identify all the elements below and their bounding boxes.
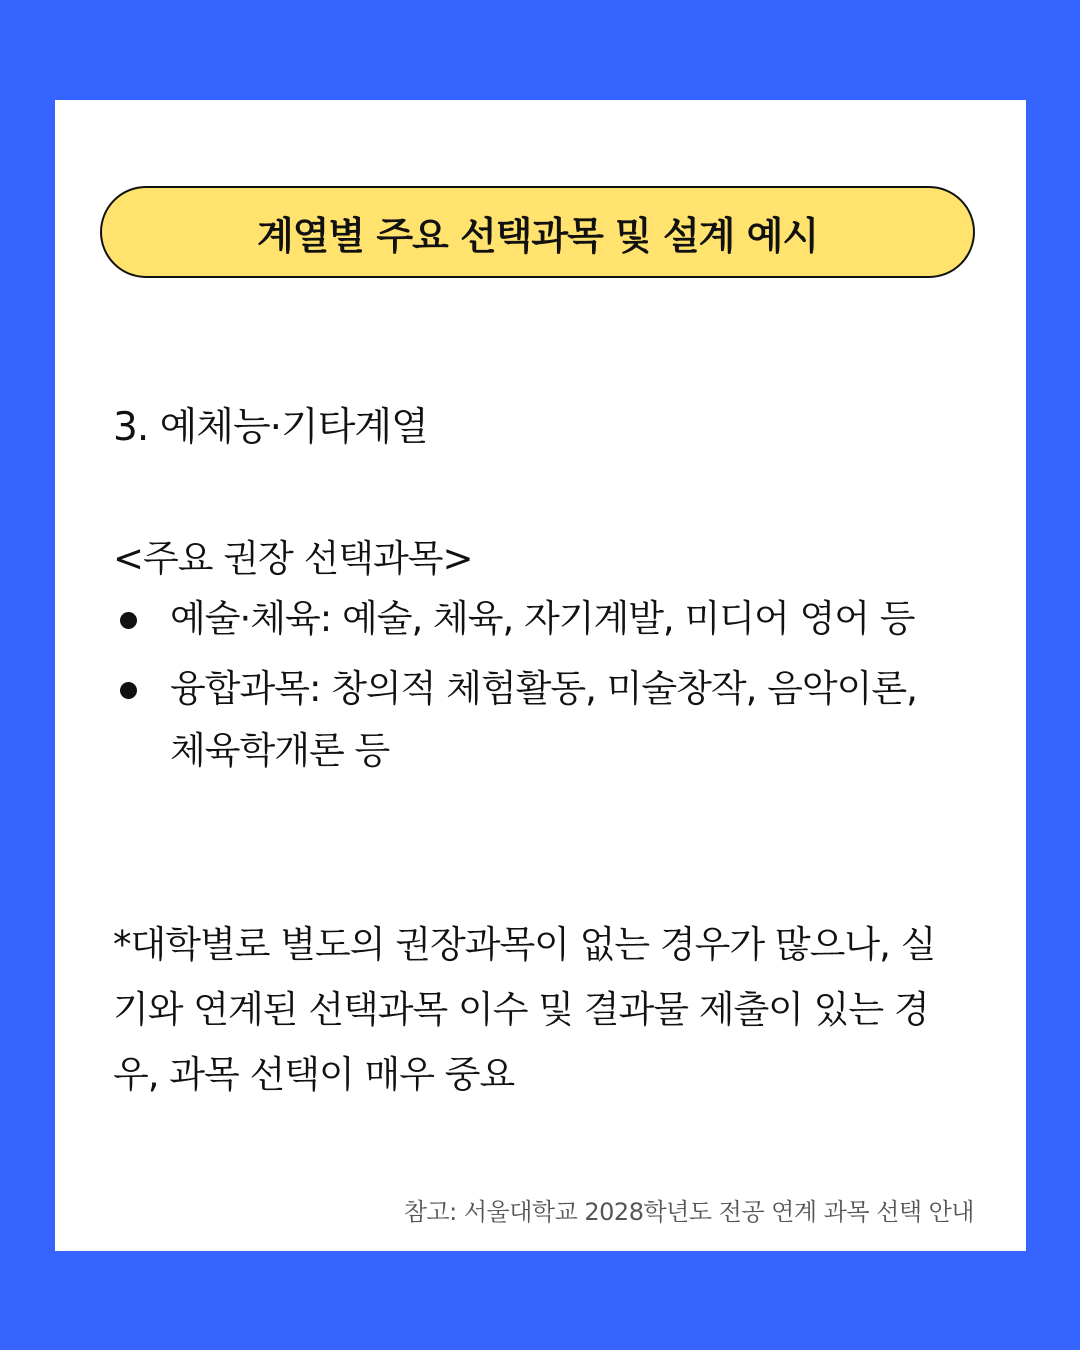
section-heading: 3. 예체능·기타계열 xyxy=(113,405,428,450)
recommended-subjects-list xyxy=(113,588,943,790)
list-item-text: 융합과목: 창의적 체험활동, 미술창작, 음악이론, 체육학개론 등 xyxy=(170,667,917,772)
bullet-icon xyxy=(120,612,137,629)
list-item xyxy=(113,588,943,650)
reference-source: 참고: 서울대학교 2028학년도 전공 연계 과목 선택 안내 xyxy=(403,1198,974,1226)
content-card xyxy=(55,100,1026,1251)
note-text: *대학별로 별도의 권장과목이 없는 경우가 많으나, 실기와 연계된 선택과목 이수 및 결과물 제출이 있는 경우, 과목 선택이 매우 중요 xyxy=(113,923,936,1096)
bullet-icon xyxy=(120,682,137,699)
list-item xyxy=(113,658,943,782)
list-item-text: 예술·체육: 예술, 체육, 자기계발, 미디어 영어 등 xyxy=(170,597,915,640)
page-title: 계열별 주요 선택과목 및 설계 예시 xyxy=(100,186,975,278)
recommended-subjects-heading: <주요 권장 선택과목> xyxy=(113,537,473,580)
